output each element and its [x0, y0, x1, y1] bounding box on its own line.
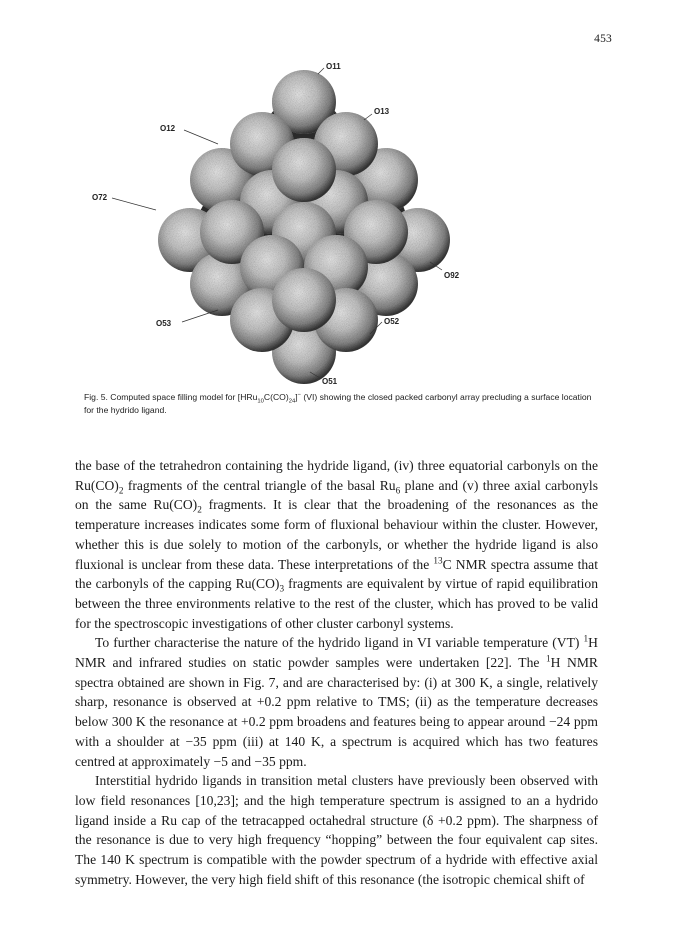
label-o52: O52	[384, 317, 400, 326]
label-o11: O11	[326, 62, 341, 71]
space-filling-model-image	[72, 52, 612, 387]
caption-sub-10: 10	[257, 398, 264, 405]
p1-sub: 6	[395, 485, 401, 496]
p1-seg: fragments of the central triangle of the basal Ru	[123, 477, 396, 493]
p1-sub: 2	[197, 505, 202, 516]
p2-sup: 1	[583, 633, 589, 644]
p1-sub: 2	[118, 485, 124, 496]
caption-mid: C(CO)	[263, 392, 289, 402]
caption-lead: Fig. 5. Computed space filling model for [HRu	[84, 392, 258, 402]
p1-seg: C NMR spectra assume that the carbonyls of the capping Ru(CO)	[75, 556, 598, 592]
caption-sub-24: 24	[288, 398, 296, 405]
p2-seg: To further characterise the nature of the hydrido ligand in VI variable temperature (VT)	[95, 635, 584, 651]
label-o72: O72	[92, 193, 108, 202]
p1-seg: plane and (v) three axial carbonyls on the same Ru(CO)	[75, 477, 598, 513]
p2-seg: H NMR and infrared studies on static powder samples were undertaken [22]. The	[75, 635, 598, 671]
p2-sup: 1	[546, 653, 551, 664]
paragraph-3: Interstitial hydrido ligands in transition metal clusters have previously been observed with low field resonances [10,23]; and the high temperature spectrum is assigned to an a hydrido ligand inside a Ru cap of the tetracapped octahedral structure (δ +0.2 ppm). The sharpness of the resonance is due to very high frequency “hopping” between the four equivalent cap sites. The 140 K spectrum is compatible with the powder spectrum of a hydride with effective axial symmetry. However, the very high field shift of this resonance (the isotropic chemical shift of	[75, 773, 598, 887]
label-o12: O12	[160, 124, 176, 133]
space-filling-model-figure	[72, 52, 612, 387]
label-o92: O92	[444, 271, 460, 280]
p1-seg: the base of the tetrahedron containing the hydride ligand, (iv) three equatorial carbonyls on the Ru(CO)	[75, 458, 598, 493]
body-text	[75, 456, 598, 889]
label-o53: O53	[156, 319, 172, 328]
label-o13: O13	[374, 107, 390, 116]
p1-sub: 3	[279, 583, 285, 594]
p1-seg: fragments. It is clear that the broadening of the resonances as the temperature increases indicates some form of fluxional behaviour within the cluster. However, whether this is due solely to motion of the carbonyls, or whether the hydride ligand is also fluxional is unclear from these data. These interpretations of the	[75, 497, 598, 572]
figure-caption: Fig. 5. Computed space filling model for $[HRu_{10}C(CO)_{24}]^-$ (VI) showing the closed packed carbonyl array precluding a surface location for the hydrido ligand.	[84, 392, 592, 415]
caption-tail: (VI) showing the closed packed carbonyl array precluding a surface location for the hydrido ligand.	[84, 392, 592, 415]
page-number: 453	[594, 33, 612, 45]
paragraph-1	[75, 456, 598, 633]
p2-seg: H NMR spectra obtained are shown in Fig. 7, and are characterised by: (i) at 300 K, a single, relatively sharp, resonance is observed at +0.2 ppm relative to TMS; (ii) as the temperature decreases below 300 K the resonance at +0.2 ppm broadens and features being to appear around −24 ppm with a shoulder at −35 ppm (iii) at 140 K, a spectrum is acquired which has two features centred at approximately −5 and −35 ppm.	[75, 655, 598, 769]
p1-seg: fragments are equivalent by virtue of rapid equilibration between the three environments relative to the rest of the cluster, which has proved to be valid for the spectroscopic investigations of other cluster carbonyl systems.	[75, 576, 598, 631]
caption-sup-minus: −	[297, 392, 301, 399]
paragraph-2	[75, 633, 598, 771]
p1-sup: 13	[433, 554, 443, 565]
label-o51: O51	[322, 377, 338, 386]
